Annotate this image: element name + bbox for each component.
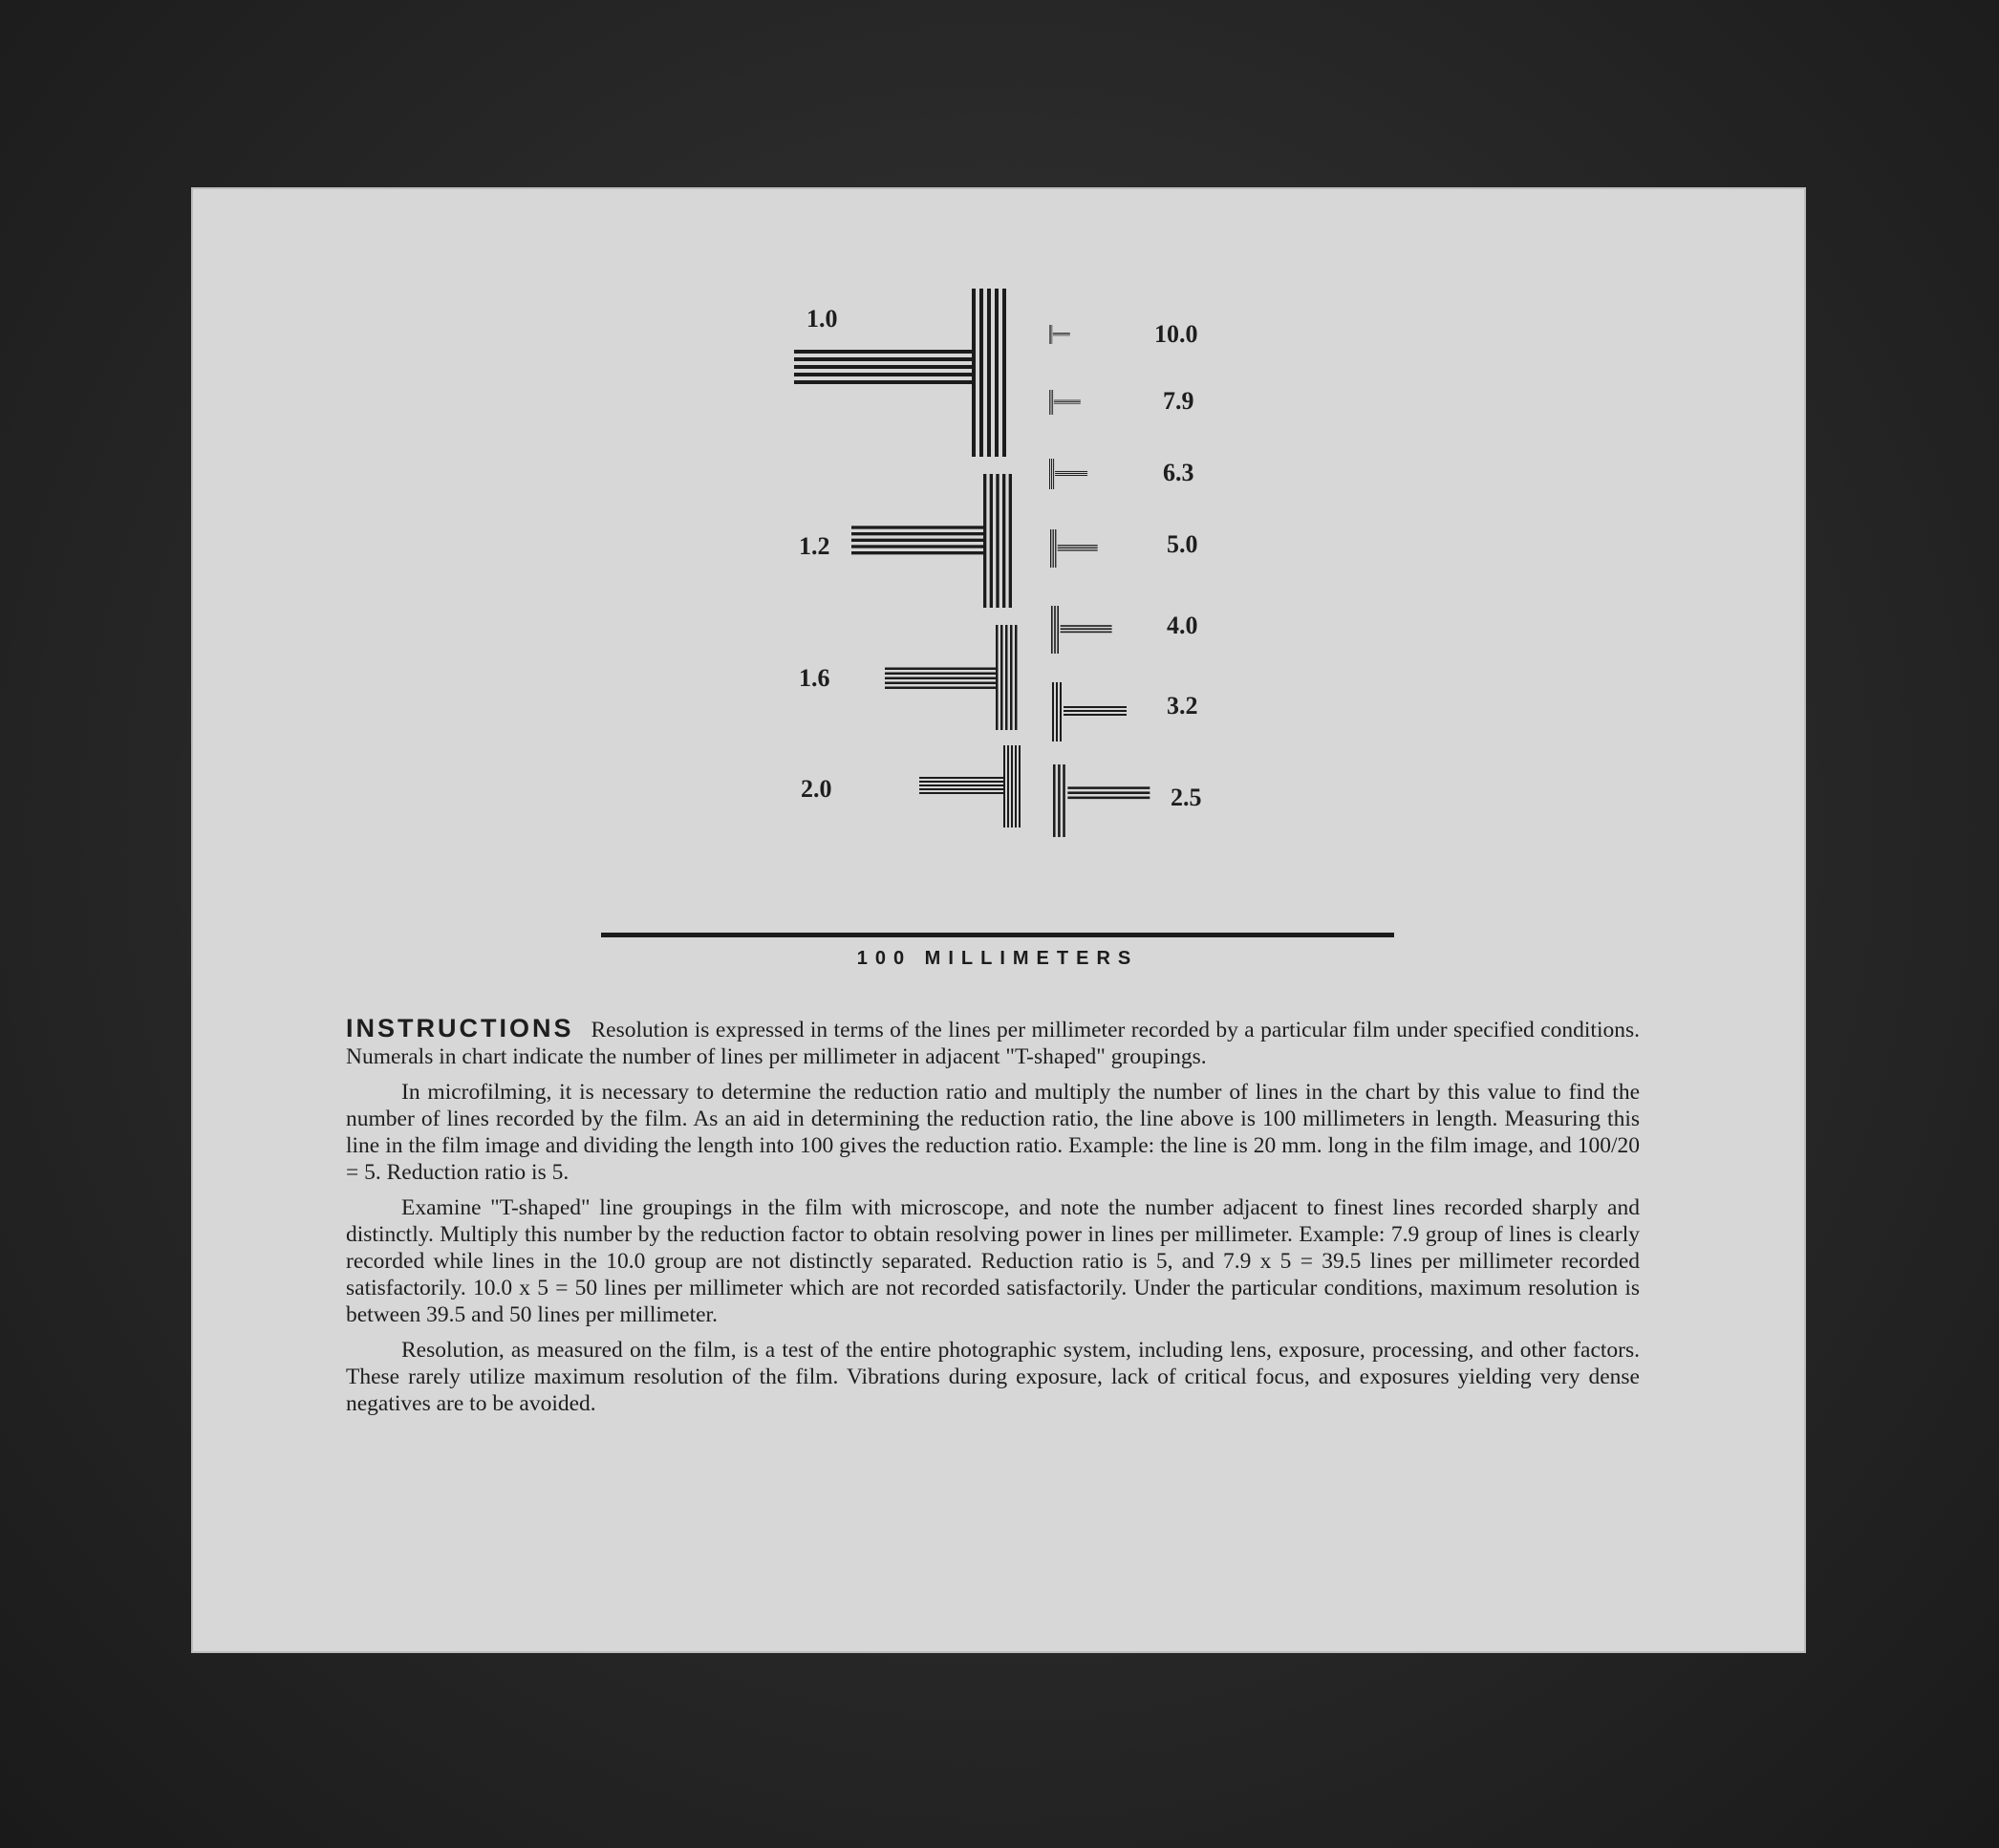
left-label-1-6: 1.6 — [799, 664, 830, 692]
right-t-7-9-vline-3 — [1052, 390, 1053, 415]
right-t-2-5-vline-1 — [1053, 764, 1056, 837]
right-t-4-0-vline-2 — [1054, 606, 1056, 654]
instructions-paragraph-2: In microfilming, it is necessary to determine the reduction ratio and multiply the number of lines in the chart by this value to find the number of lines recorded by the film. As an aid in determining the reduction ratio, the line above is 100 millimeters in length. Measuring this line in the film image and dividing the length into 100 gives the reduction ratio. Example: the line is 20 mm. long in the film image, and 100/20 = 5. Reduction ratio is 5. — [346, 1080, 1640, 1185]
left-t-1-2-hline-5 — [851, 551, 983, 554]
left-t-2-0-vline-3 — [1011, 745, 1013, 827]
left-t-1-6-hline-3 — [885, 677, 996, 680]
left-t-1-6-hline-4 — [885, 682, 996, 685]
right-label-5-0: 5.0 — [1167, 530, 1198, 558]
left-t-2-0-vline-1 — [1003, 745, 1005, 827]
instructions-block — [346, 1015, 1640, 1426]
left-label-1-2: 1.2 — [799, 532, 830, 560]
left-t-1-6-vline-4 — [1010, 625, 1013, 730]
left-t-1-6-vline-3 — [1005, 625, 1008, 730]
right-t-2-5-hline-3 — [1067, 797, 1150, 800]
instructions-paragraph-4: Resolution, as measured on the film, is a test of the entire photographic system, including lens, exposure, processing, and other factors. These rarely utilize maximum resolution of the film. Vibrations during exposure, lack of critical focus, and exposures yielding very dense negatives are to be avoided. — [346, 1338, 1640, 1416]
right-t-10-0-vline-1 — [1049, 325, 1050, 344]
right-label-2-5: 2.5 — [1171, 784, 1202, 811]
right-t-groups — [1049, 325, 1150, 837]
right-t-6-3-hline-3 — [1055, 475, 1087, 476]
right-t-10-0-vline-2 — [1050, 325, 1051, 344]
right-label-6-3: 6.3 — [1163, 459, 1194, 486]
left-t-1-2-vline-3 — [996, 474, 999, 608]
right-t-5-0-hline-3 — [1058, 549, 1098, 550]
right-t-2-5-vline-2 — [1058, 764, 1061, 837]
instructions-paragraph-3: Examine "T-shaped" line groupings in the film with microscope, and note the number adjacent to finest lines recorded sharply and distinctly. Multiply this number by the reduction factor to obtain resolving power in lines per millimeter. Example: 7.9 group of lines is clearly recorded while lines in the 10.0 group are not distinctly separated. Reduction ratio is 5, and 7.9 x 5 = 39.5 lines per millimeter recorded satisfactorily. 10.0 x 5 = 50 lines per millimeter which are not recorded satisfactorily. Under the particular conditions, maximum resolution is between 39.5 and 50 lines per millimeter. — [346, 1195, 1640, 1327]
left-t-1-2-hline-4 — [851, 545, 983, 548]
left-t-1-6-vline-5 — [1015, 625, 1018, 730]
left-t-1-2-vline-1 — [983, 474, 986, 608]
left-t-1-6-hline-1 — [885, 668, 996, 671]
left-label-2-0: 2.0 — [801, 775, 832, 803]
right-t-4-0-vline-1 — [1051, 606, 1053, 654]
right-t-3-2-vline-2 — [1056, 682, 1058, 741]
right-t-10-0-hline-2 — [1053, 333, 1070, 334]
left-t-1-6-hline-2 — [885, 673, 996, 676]
resolution-chart — [191, 187, 1806, 1047]
right-t-7-9-hline-3 — [1054, 403, 1081, 404]
right-t-3-2-hline-3 — [1064, 714, 1127, 716]
left-t-2-0-vline-2 — [1007, 745, 1009, 827]
right-t-5-0-vline-1 — [1050, 529, 1051, 568]
right-t-5-0-hline-1 — [1058, 545, 1098, 546]
right-t-10-0-vline-3 — [1052, 325, 1053, 344]
left-t-2-0-hline-3 — [919, 784, 1003, 786]
right-t-3-2-hline-2 — [1064, 710, 1127, 712]
right-t-10-0-hline-3 — [1053, 335, 1070, 336]
right-t-6-3-vline-3 — [1053, 459, 1054, 489]
left-t-1-0-vline-5 — [1002, 289, 1006, 457]
left-label-1-0: 1.0 — [806, 305, 838, 333]
right-t-2-5-vline-3 — [1063, 764, 1065, 837]
left-t-1-0-vline-2 — [979, 289, 983, 457]
right-t-2-5-hline-1 — [1067, 786, 1150, 789]
left-t-1-0-hline-4 — [794, 373, 972, 376]
left-t-1-2-hline-3 — [851, 539, 983, 542]
right-t-3-2-vline-3 — [1060, 682, 1062, 741]
right-t-4-0-hline-1 — [1061, 625, 1112, 627]
left-t-2-0-vline-5 — [1019, 745, 1021, 827]
left-t-2-0-vline-4 — [1015, 745, 1017, 827]
left-t-1-0-hline-2 — [794, 357, 972, 361]
left-t-1-0-hline-1 — [794, 350, 972, 354]
left-t-1-6-vline-1 — [996, 625, 999, 730]
right-t-7-9-hline-2 — [1054, 401, 1081, 402]
left-t-2-0-hline-4 — [919, 788, 1003, 790]
left-t-1-6-hline-5 — [885, 687, 996, 690]
right-label-3-2: 3.2 — [1167, 692, 1198, 720]
resolution-test-sheet — [191, 187, 1806, 1653]
right-t-2-5-hline-2 — [1067, 791, 1150, 794]
right-t-5-0-vline-3 — [1055, 529, 1056, 568]
left-t-2-0-hline-1 — [919, 777, 1003, 779]
right-label-10-0: 10.0 — [1154, 320, 1198, 348]
right-t-3-2-hline-1 — [1064, 706, 1127, 708]
right-t-6-3-hline-2 — [1055, 473, 1087, 474]
scale-label: 100 MILLIMETERS — [856, 948, 1139, 969]
instructions-heading: INSTRUCTIONS — [346, 1014, 574, 1042]
right-t-4-0-hline-2 — [1061, 628, 1112, 630]
right-t-7-9-vline-2 — [1051, 390, 1052, 415]
left-t-1-2-vline-2 — [990, 474, 993, 608]
left-t-1-0-hline-5 — [794, 380, 972, 384]
left-t-2-0-hline-5 — [919, 792, 1003, 794]
right-t-6-3-vline-1 — [1049, 459, 1050, 489]
left-t-1-0-vline-1 — [972, 289, 976, 457]
left-t-1-0-vline-3 — [987, 289, 991, 457]
left-t-1-2-vline-4 — [1002, 474, 1005, 608]
instructions-p1-text: Resolution is expressed in terms of the lines per millimeter recorded by a particular film under specified conditions. Numerals in chart indicate the number of lines per millimeter in adjacent "T-shaped" groupings. — [346, 1018, 1640, 1069]
left-t-1-0-vline-4 — [995, 289, 999, 457]
right-t-6-3-hline-1 — [1055, 471, 1087, 472]
right-t-5-0-vline-2 — [1053, 529, 1054, 568]
right-label-4-0: 4.0 — [1167, 612, 1198, 639]
hundred-millimeter-scale-line — [601, 933, 1394, 937]
right-t-3-2-vline-1 — [1052, 682, 1054, 741]
left-t-1-6-vline-2 — [1000, 625, 1003, 730]
right-t-6-3-vline-2 — [1051, 459, 1052, 489]
right-t-7-9-hline-1 — [1054, 400, 1081, 401]
left-t-1-2-vline-5 — [1009, 474, 1012, 608]
right-label-7-9: 7.9 — [1163, 387, 1194, 415]
left-t-1-2-hline-1 — [851, 526, 983, 528]
left-t-1-2-hline-2 — [851, 532, 983, 535]
left-t-1-0-hline-3 — [794, 365, 972, 369]
right-t-4-0-hline-3 — [1061, 632, 1112, 634]
right-t-7-9-vline-1 — [1049, 390, 1050, 415]
left-t-2-0-hline-2 — [919, 781, 1003, 783]
instructions-paragraph-1 — [346, 1015, 1640, 1070]
right-t-4-0-vline-3 — [1057, 606, 1059, 654]
